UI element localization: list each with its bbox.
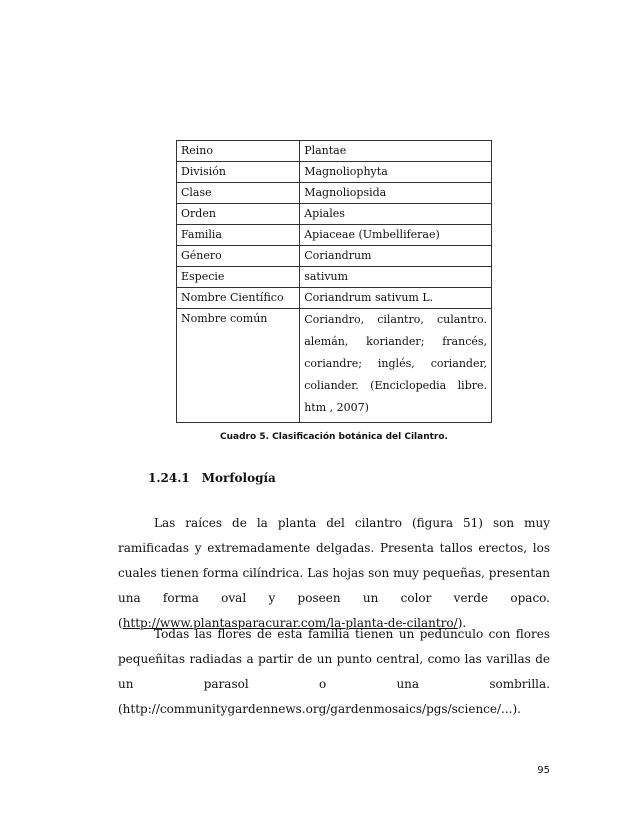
- common-name-line: coliander. (Enciclopedia libre.: [304, 379, 487, 392]
- row-label: Familia: [177, 225, 300, 246]
- row-value: Coriandrum: [300, 246, 492, 267]
- row-value: Coriandrum sativum L.: [300, 288, 492, 309]
- row-value: Apiales: [300, 204, 492, 225]
- section-title: Morfología: [201, 471, 276, 485]
- page-number: 95: [537, 765, 550, 776]
- common-name-line: alemán, koriander; francés,: [304, 335, 487, 348]
- row-label: Especie: [177, 267, 300, 288]
- row-value: Apiaceae (Umbelliferae): [300, 225, 492, 246]
- row-value: sativum: [300, 267, 492, 288]
- table-row: [177, 225, 492, 246]
- table-row: [177, 288, 492, 309]
- row-value: Plantae: [300, 141, 492, 162]
- paragraph-text: Todas las flores de esta familia tienen un pedúnculo con flores pequeñitas radiadas a partir de un punto central, como las varillas de un parasol o una sombrilla. (http://communitygardennews.org/gardenmosaics/pgs/science/...).: [118, 627, 550, 716]
- section-heading: [148, 471, 276, 485]
- row-label: Reino: [177, 141, 300, 162]
- table-row: [177, 183, 492, 204]
- table-row: [177, 204, 492, 225]
- row-label: División: [177, 162, 300, 183]
- paragraph-text: Las raíces de la planta del cilantro (figura 51) son muy ramificadas y extremadamente delgadas. Presenta tallos erectos, los cuales tienen forma cilíndrica. Las hojas son muy pequeñas, presentan una forma oval y poseen un color verde opaco. (: [118, 516, 550, 630]
- paragraph-roots: [118, 511, 550, 636]
- common-name-value: [300, 309, 492, 423]
- table-row: [177, 162, 492, 183]
- classification-table: [176, 140, 492, 423]
- paragraph-flowers: [118, 622, 550, 722]
- row-label: Nombre común: [177, 309, 300, 423]
- section-number: 1.24.1: [148, 471, 190, 485]
- row-label: Clase: [177, 183, 300, 204]
- row-value: Magnoliopsida: [300, 183, 492, 204]
- row-label: Orden: [177, 204, 300, 225]
- table-caption: Cuadro 5. Clasificación botánica del Cilantro.: [220, 432, 448, 442]
- table-row: [177, 267, 492, 288]
- source-link[interactable]: http://www.plantasparacurar.com/la-planta-de-cilantro/: [122, 616, 458, 630]
- row-label: Nombre Científico: [177, 288, 300, 309]
- row-value: Magnoliophyta: [300, 162, 492, 183]
- paragraph-end: ).: [457, 616, 467, 630]
- table-row-common-name: [177, 309, 492, 423]
- common-name-line: htm , 2007): [304, 401, 369, 414]
- table-row: [177, 141, 492, 162]
- common-name-line: coriandre; inglés, coriander,: [304, 357, 487, 370]
- common-name-line: Coriandro, cilantro, culantro.: [304, 313, 487, 326]
- row-label: Género: [177, 246, 300, 267]
- table-row: [177, 246, 492, 267]
